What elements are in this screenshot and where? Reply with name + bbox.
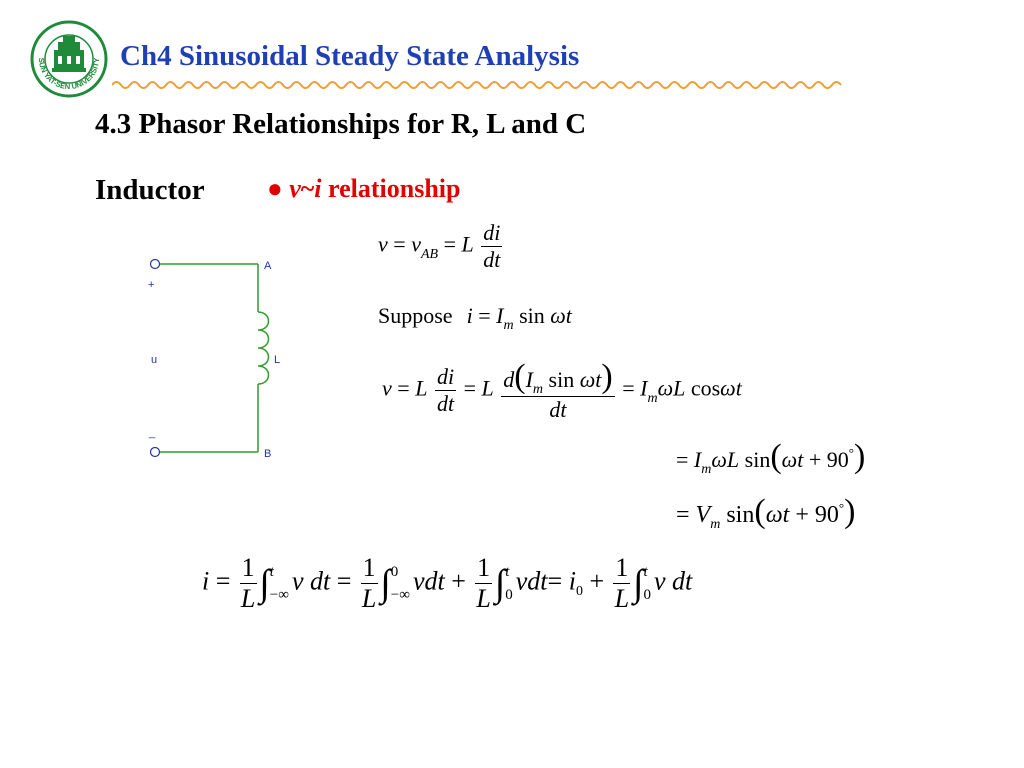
logo-text: SUN YAT-SEN UNIVERSITY — [36, 57, 102, 92]
node-a-label: A — [264, 260, 272, 272]
section-heading: 4.3 Phasor Relationships for R, L and C — [95, 108, 587, 140]
equation-derivative: v = L $\frac{di}{dt}$ = L $\frac{d(I_m \sin \omega t)}{dt}$ = $I_m\omega L$ cosωt — [382, 358, 742, 422]
equation-sine-form: = $I_m\omega L$ sin(ωt + 90°) — [676, 438, 866, 477]
university-seal-icon — [30, 20, 108, 98]
terminal-b-icon — [151, 448, 160, 457]
equation-vm-form: = $V_m$ sin(ωt + 90°) — [676, 493, 856, 532]
equation-current-integral: i = $\frac{1}{L}$ ∫ t −∞ v dt = $\frac{1}{L}$ ∫ 0 −∞ vdt + $\frac{1}{L}$ ∫ t 0 $vdt= i_0$ + $\frac{1}{L}$ ∫ t 0 v dt — [202, 553, 693, 613]
subsection-inductor: Inductor — [95, 174, 205, 206]
equation-suppose: Suppose $i = I_m$ sin ωt — [378, 303, 572, 333]
bullet-text: relationship — [321, 174, 461, 203]
minus-sign: _ — [149, 427, 156, 439]
inductor-label: L — [274, 354, 281, 366]
terminal-a-icon — [151, 260, 160, 269]
bullet-tilde: ~ — [300, 174, 315, 203]
equation-v-definition: $v = v_{AB} = L$ $\frac{di}{dt}$ — [378, 220, 501, 272]
title-divider — [112, 78, 844, 92]
plus-sign: + — [148, 279, 155, 291]
inductor-circuit-diagram — [140, 250, 300, 465]
slide-title: Ch4 Sinusoidal Steady State Analysis — [120, 40, 580, 72]
bullet-relationship — [267, 174, 460, 204]
bullet-v: v — [289, 174, 301, 203]
node-b-label: B — [264, 448, 272, 460]
bullet-i: i — [314, 174, 322, 203]
suppose-label: Suppose — [378, 303, 453, 328]
bullet-dot-icon: ● — [267, 174, 283, 203]
voltage-label: u — [151, 354, 158, 366]
